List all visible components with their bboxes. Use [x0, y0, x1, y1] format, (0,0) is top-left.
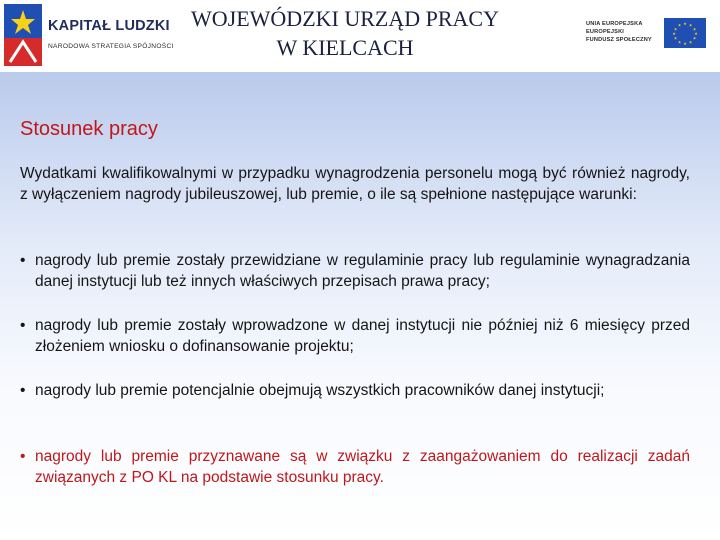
bullet-icon: • [20, 448, 26, 465]
svg-text:★: ★ [677, 22, 682, 28]
svg-text:★: ★ [694, 31, 698, 36]
eu-flag-icon [664, 18, 706, 48]
eu-logo [586, 16, 708, 56]
svg-text:★: ★ [683, 21, 687, 26]
kapital-ludzki-subtitle: NARODOWA STRATEGIA SPÓJNOŚCI [48, 43, 174, 50]
svg-text:★: ★ [692, 26, 697, 32]
eu-logo-line1: UNIA EUROPEJSKA [586, 21, 643, 27]
list-item [20, 250, 690, 292]
bullet-icon: • [20, 382, 26, 399]
bullet-icon: • [20, 252, 26, 269]
list-item [20, 380, 690, 401]
slide-header [0, 0, 720, 72]
svg-text:★: ★ [673, 35, 678, 41]
svg-text:★: ★ [673, 26, 678, 32]
bullet-icon: • [20, 317, 26, 334]
svg-text:★: ★ [677, 39, 682, 45]
svg-text:★: ★ [692, 35, 697, 41]
organization-title-line2: W KIELCACH [276, 35, 414, 60]
list-item-text: nagrody lub premie zostały przewidziane w regulaminie pracy lub regulaminie wynagradzania danej instytucji lub też innych właściwych przepisach prawa pracy; [35, 252, 690, 290]
organization-title-line1: WOJEWÓDZKI URZĄD PRACY [191, 6, 499, 31]
organization-title [150, 4, 540, 62]
list-item-text: nagrody lub premie przyznawane są w związku z zaangażowaniem do realizacji zadań związanych z PO KL na podstawie stosunku pracy. [35, 448, 690, 486]
eu-logo-text [586, 20, 658, 44]
list-item-text: nagrody lub premie zostały wprowadzone w danej instytucji nie później niż 6 miesięcy przed złożeniem wniosku o dofinansowanie projektu; [35, 317, 690, 355]
intro-paragraph: Wydatkami kwalifikowalnymi w przypadku wynagrodzenia personelu mogą być również nagrody, z wyłączeniem nagrody jubileuszowej, lub premie, o ile są spełnione następujące warunki: [20, 165, 690, 203]
kapital-ludzki-logo [4, 4, 174, 66]
svg-text:★: ★ [688, 39, 693, 45]
svg-text:★: ★ [672, 31, 676, 36]
kapital-ludzki-logo-icon [4, 4, 42, 66]
eu-logo-line3: FUNDUSZ SPOŁECZNY [586, 37, 652, 43]
list-item-text: nagrody lub premie potencjalnie obejmują wszystkich pracowników danej instytucji; [35, 382, 605, 399]
svg-text:★: ★ [688, 22, 693, 28]
section-title: Stosunek pracy [20, 118, 158, 140]
kapital-ludzki-title: KAPITAŁ LUDZKI [48, 18, 170, 34]
svg-text:★: ★ [683, 41, 687, 46]
list-item-highlighted [20, 446, 690, 488]
list-item [20, 315, 690, 357]
eu-logo-line2: EUROPEJSKI [586, 29, 625, 35]
